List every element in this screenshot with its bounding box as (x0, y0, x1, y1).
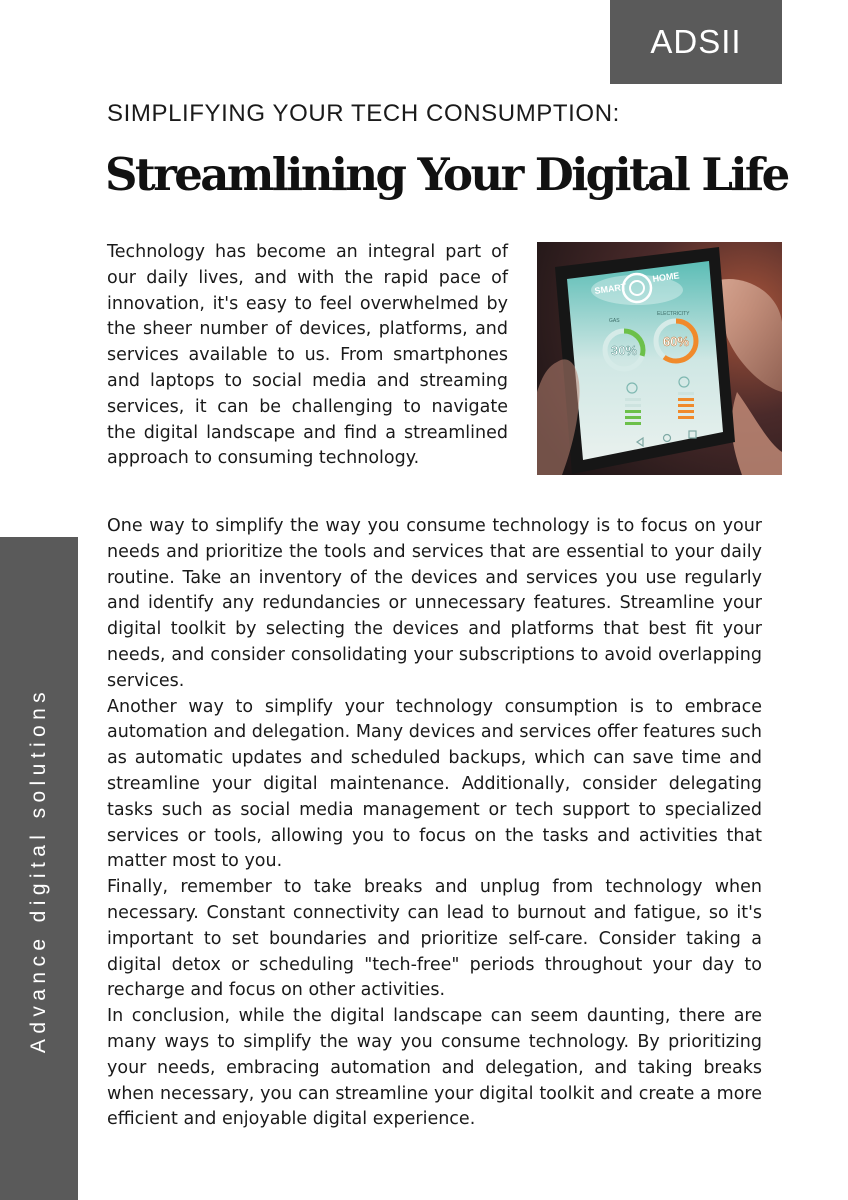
article-body (107, 514, 762, 1133)
smart-home-tablet-image (537, 242, 782, 475)
app-title-left: SMART (593, 281, 627, 296)
page-subtitle: SIMPLIFYING YOUR TECH CONSUMPTION: (107, 100, 620, 127)
gauge-left-label: GAS (609, 318, 620, 324)
body-paragraph-4: In conclusion, while the digital landscape can seem daunting, there are many ways to simplify the way you consume technology. By prioritizing your needs, embracing automation and delegation, and taking breaks when necessary, you can streamline your digital toolkit and create a more efficient and enjoyable digital experience. (107, 1006, 762, 1130)
intro-paragraph: Technology has become an integral part of our daily lives, and with the rapid pace of innovation, it's easy to feel overwhelmed by the sheer number of devices, platforms, and services available to us. From smartphones and laptops to social media and streaming services, it can be challenging to navigate the digital landscape and find a streamlined approach to consuming technology. (107, 242, 508, 469)
gas-gauge-value: 30% (610, 343, 638, 358)
brand-label: ADSII (650, 23, 742, 60)
page-title: Streamlining Your Digital Life (105, 148, 788, 201)
brand-badge (610, 0, 782, 84)
electricity-gauge-value: 60% (662, 334, 690, 349)
gauge-right-label: ELECTRICITY (657, 311, 690, 317)
sidebar-tagline: Advance digital solutions (27, 686, 50, 1054)
body-paragraph-1: One way to simplify the way you consume technology is to focus on your needs and prioritize the tools and services that are essential to your daily routine. Take an inventory of the devices and services you use regularly and identify any redundancies or unnecessary features. Streamline your digital toolkit by selecting the devices and platforms that best fit your needs, and consider consolidating your subscriptions to avoid overlapping services. (107, 516, 762, 691)
body-paragraph-3: Finally, remember to take breaks and unplug from technology when necessary. Constant connectivity can lead to burnout and fatigue, so it's important to set boundaries and prioritize self-care. Consider taking a digital detox or scheduling "tech-free" periods throughout your day to recharge and focus on other activities. (107, 877, 762, 1001)
app-title-right: HOME (651, 270, 681, 284)
body-paragraph-2: Another way to simplify your technology consumption is to embrace automation and delegation. Many devices and services offer features such as automatic updates and scheduled backups, which can save time and streamline your digital maintenance. Additionally, consider delegating tasks such as social media management or tech support to specialized services or tools, allowing you to focus on the tasks and activities that matter most to you. (107, 696, 762, 872)
